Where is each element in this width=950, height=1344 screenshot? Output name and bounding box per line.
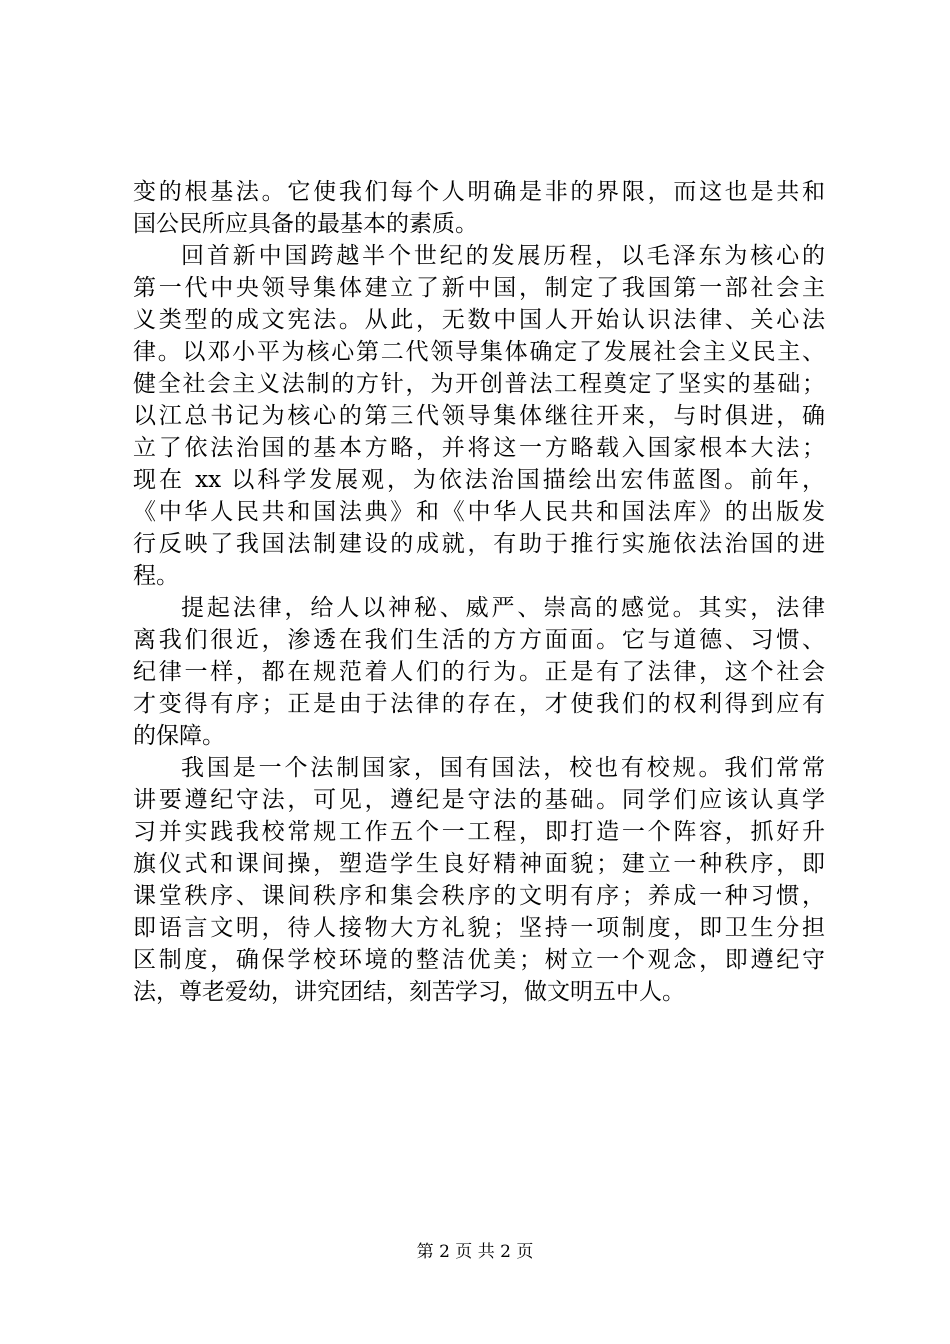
text-line: 我国是一个法制国家，国有国法，校也有校规。我们常常 xyxy=(181,755,825,781)
text-line: 以江总书记为核心的第三代领导集体继往开来，与时俱进，确 xyxy=(133,403,825,429)
text-line: 区制度，确保学校环境的整洁优美；树立一个观念，即遵纪守 xyxy=(133,947,825,973)
text-line: 程。 xyxy=(133,563,179,589)
text-line: 即语言文明，待人接物大方礼貌；坚持一项制度，即卫生分担 xyxy=(133,915,825,941)
text-line: 《中华人民共和国法典》和《中华人民共和国法库》的出版发 xyxy=(133,499,825,525)
text-line: 才变得有序；正是由于法律的存在，才使我们的权利得到应有 xyxy=(133,691,825,717)
paragraph xyxy=(133,176,825,240)
text-line: 的保障。 xyxy=(133,723,225,749)
text-line: 离我们很近，渗透在我们生活的方方面面。它与道德、习惯、 xyxy=(133,627,825,653)
text-line: 提起法律，给人以神秘、威严、崇高的感觉。其实，法律 xyxy=(181,595,825,621)
text-line: 第一代中央领导集体建立了新中国，制定了我国第一部社会主 xyxy=(133,275,825,301)
text-line: 习并实践我校常规工作五个一工程，即打造一个阵容，抓好升 xyxy=(133,819,825,845)
text-line: 旗仪式和课间操，塑造学生良好精神面貌；建立一种秩序，即 xyxy=(133,851,825,877)
text-line: 义类型的成文宪法。从此，无数中国人开始认识法律、关心法 xyxy=(133,307,825,333)
text-line: 回首新中国跨越半个世纪的发展历程，以毛泽东为核心的 xyxy=(181,243,825,269)
text-line: 现在 xx 以科学发展观，为依法治国描绘出宏伟蓝图。前年， xyxy=(133,467,825,493)
text-line: 立了依法治国的基本方略，并将这一方略载入国家根本大法； xyxy=(133,435,825,461)
text-line: 讲要遵纪守法，可见，遵纪是守法的基础。同学们应该认真学 xyxy=(133,787,825,813)
paragraph xyxy=(133,752,825,1008)
text-line: 法，尊老爱幼，讲究团结，刻苦学习，做文明五中人。 xyxy=(133,979,685,1005)
page-footer: 第 2 页 共 2 页 xyxy=(416,1242,534,1262)
text-line: 健全社会主义法制的方针，为开创普法工程奠定了坚实的基础； xyxy=(133,371,825,397)
text-line: 行反映了我国法制建设的成就，有助于推行实施依法治国的进 xyxy=(133,531,825,557)
text-line: 变的根基法。它使我们每个人明确是非的界限，而这也是共和 xyxy=(133,179,825,205)
text-line: 课堂秩序、课间秩序和集会秩序的文明有序；养成一种习惯， xyxy=(133,883,825,909)
text-line: 律。以邓小平为核心第二代领导集体确定了发展社会主义民主、 xyxy=(133,339,825,365)
body-text xyxy=(133,176,825,1008)
paragraph xyxy=(133,592,825,752)
text-line: 纪律一样，都在规范着人们的行为。正是有了法律，这个社会 xyxy=(133,659,825,685)
text-line: 国公民所应具备的最基本的素质。 xyxy=(133,211,478,237)
paragraph xyxy=(133,240,825,592)
